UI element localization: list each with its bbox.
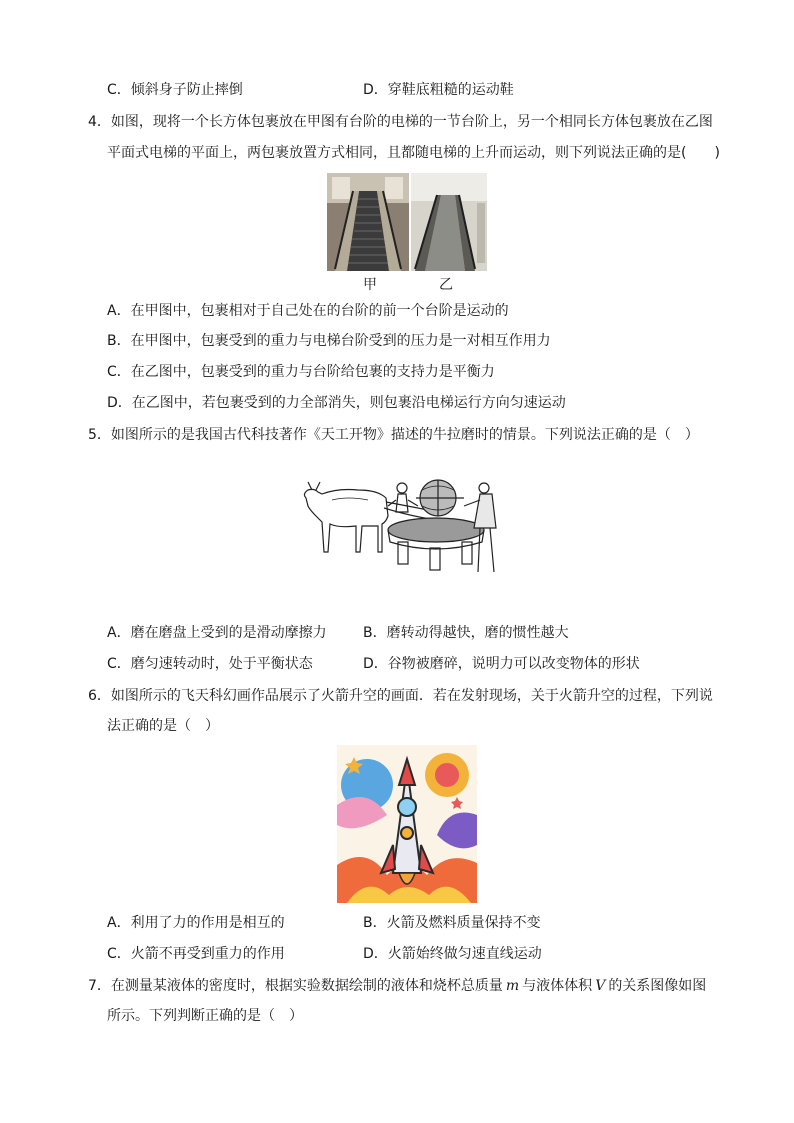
q4-stem-line2: 平面式电梯的平面上，两包裹放置方式相同，且都随电梯的上升而运动，则下列说法正确的是( ) [107, 145, 720, 161]
q7-stem-line2: 所示。下列判断正确的是（ ） [107, 1008, 303, 1024]
q4-option-a: A．在甲图中，包裹相对于自己处在的台阶的前一个台阶是运动的 [107, 303, 509, 319]
q7-stem-part1: 7．在测量某液体的密度时，根据实验数据绘制的液体和烧杯总质量 [88, 978, 503, 994]
q7-var-v: V [595, 978, 606, 994]
figure-label-yi: 乙 [439, 277, 453, 293]
q6-option-d: D．火箭始终做匀速直线运动 [363, 946, 542, 962]
q4-stem-line1: 4．如图，现将一个长方体包裹放在甲图有台阶的电梯的一节台阶上，另一个相同长方体包裹放在乙图 [88, 114, 713, 130]
q7-stem-line1 [88, 976, 706, 996]
q7-stem-part2: 与液体体积 [522, 978, 593, 994]
q5-option-b: B．磨转动得越快，磨的惯性越大 [363, 625, 569, 641]
q4-option-d: D．在乙图中，若包裹受到的力全部消失，则包裹沿电梯运行方向匀速运动 [107, 395, 566, 411]
escalator-jia-image [327, 173, 409, 271]
q6-option-c: C．火箭不再受到重力的作用 [107, 946, 285, 962]
q5-option-a: A．磨在磨盘上受到的是滑动摩擦力 [107, 625, 327, 641]
q6-stem-line1: 6．如图所示的飞天科幻画作品展示了火箭升空的画面．若在发射现场，关于火箭升空的过程，下列说 [88, 688, 713, 704]
q5-stem: 5．如图所示的是我国古代科技著作《天工开物》描述的牛拉磨时的情景。下列说法正确的是（ ） [88, 427, 699, 443]
q4-option-b: B．在甲图中，包裹受到的重力与电梯台阶受到的压力是一对相互作用力 [107, 333, 551, 349]
q6-stem-line2: 法正确的是（ ） [107, 718, 219, 734]
q7-var-m: m [505, 978, 520, 994]
ox-pulling-mill-illustration [298, 476, 512, 586]
q3-option-d: D．穿鞋底粗糙的运动鞋 [363, 82, 514, 98]
q5-option-d: D．谷物被磨碎，说明力可以改变物体的形状 [363, 656, 640, 672]
q6-option-b: B．火箭及燃料质量保持不变 [363, 915, 541, 931]
figure-label-jia: 甲 [363, 277, 377, 293]
q7-stem-part3: 的关系图像如图 [608, 978, 707, 994]
q3-option-c: C．倾斜身子防止摔倒 [107, 82, 243, 98]
rocket-launch-artwork [337, 745, 477, 903]
q4-option-c: C．在乙图中，包裹受到的重力与台阶给包裹的支持力是平衡力 [107, 364, 495, 380]
q5-option-c: C．磨匀速转动时，处于平衡状态 [107, 656, 313, 672]
moving-walkway-yi-image [411, 173, 487, 271]
q6-option-a: A．利用了力的作用是相互的 [107, 915, 285, 931]
